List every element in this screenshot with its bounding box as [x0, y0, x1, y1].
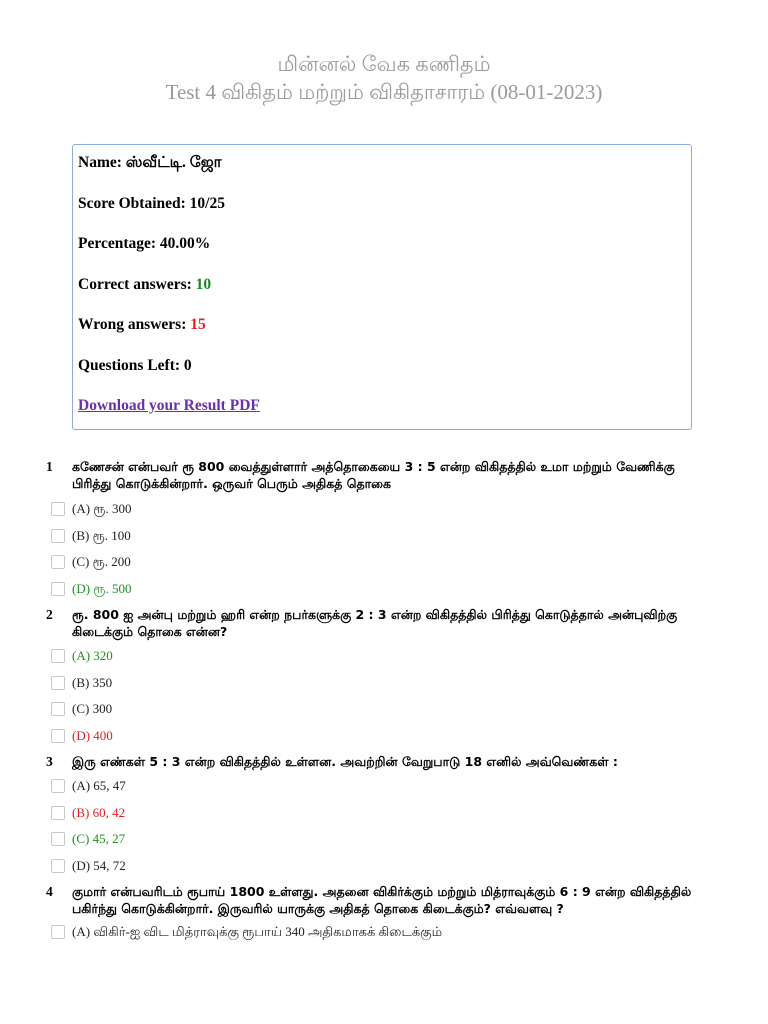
question-4	[0, 883, 768, 947]
option-item	[0, 644, 768, 671]
percentage-row	[78, 234, 686, 254]
option-label: (A) ரூ. 300	[72, 501, 132, 516]
page-header	[0, 50, 768, 106]
option-item	[0, 827, 768, 854]
option-checkbox[interactable]	[51, 502, 65, 516]
option-item	[0, 577, 768, 604]
questions-list	[0, 458, 768, 947]
option-checkbox[interactable]	[51, 925, 65, 939]
name-row	[78, 153, 686, 173]
option-checkbox[interactable]	[51, 529, 65, 543]
option-checkbox[interactable]	[51, 832, 65, 846]
option-checkbox[interactable]	[51, 779, 65, 793]
name-label: Name:	[78, 154, 122, 171]
question-number: 2	[46, 607, 53, 622]
option-checkbox[interactable]	[51, 649, 65, 663]
wrong-answers-label: Wrong answers:	[78, 316, 187, 333]
option-checkbox[interactable]	[51, 555, 65, 569]
correct-answers-label: Correct answers:	[78, 275, 192, 293]
percentage-value: 40.00%	[159, 235, 211, 252]
question-number: 1	[46, 459, 53, 474]
option-item	[0, 801, 768, 828]
option-checkbox[interactable]	[51, 582, 65, 596]
question-number: 4	[46, 884, 53, 899]
score-label: Score Obtained:	[78, 194, 186, 212]
page-subtitle: Test 4 விகிதம் மற்றும் விகிதாசாரம் (08-01-2023)	[165, 80, 603, 104]
option-item	[0, 524, 768, 551]
option-checkbox[interactable]	[51, 729, 65, 743]
option-label: (C) ரூ. 200	[72, 554, 131, 569]
correct-answers-value: 10	[195, 275, 212, 293]
option-label-wrong: (D) 400	[72, 727, 113, 743]
option-label: (B) ரூ. 100	[72, 527, 131, 543]
option-label: (C) 300	[72, 701, 113, 716]
option-item	[0, 724, 768, 751]
option-label-correct: (D) ரூ. 500	[72, 580, 132, 596]
question-number: 3	[46, 754, 53, 769]
option-label-correct: (C) 45, 27	[72, 831, 126, 846]
score-value: 10/25	[189, 194, 225, 212]
option-checkbox[interactable]	[51, 676, 65, 690]
option-label: (A) விகிர்-ஐ விட மித்ராவுக்கு ரூபாய் 340 அதிகமாகக் கிடைக்கும்	[72, 924, 443, 939]
option-label-correct: (A) 320	[72, 648, 113, 663]
option-item	[0, 920, 768, 947]
option-item	[0, 671, 768, 698]
questions-left-label: Questions Left:	[78, 356, 181, 374]
option-checkbox[interactable]	[51, 702, 65, 716]
option-item	[0, 550, 768, 577]
option-item	[0, 497, 768, 524]
wrong-answers-value: 15	[190, 316, 206, 333]
download-result-pdf-link[interactable]: Download your Result PDF	[78, 397, 260, 414]
question-text: ரூ. 800 ஐ அன்பு மற்றும் ஹரி என்ற நபர்களுக்கு 2 : 3 என்ற விகிதத்தில் பிரித்து கொடுத்தால் அன்புவிற்கு கிடைக்கும் தொகை என்ன?	[72, 607, 678, 639]
question-2	[0, 606, 768, 750]
question-text: கணேசன் என்பவர் ரூ 800 வைத்துள்ளார் அத்தொகையை 3 : 5 என்ற விகிதத்தில் உமா மற்றும் வேணிக்கு பிரித்து கொடுக்கின்றார். ஒருவர் பெரும் அதிகத் தொகை	[72, 459, 675, 491]
name-value: ஸ்வீட்டி. ஜோ	[125, 154, 222, 171]
option-label: (B) 350	[72, 674, 113, 690]
option-item	[0, 854, 768, 881]
wrong-answers-row	[78, 315, 686, 335]
option-label: (A) 65, 47	[72, 778, 126, 793]
option-item	[0, 774, 768, 801]
question-3	[0, 753, 768, 880]
percentage-label: Percentage:	[78, 235, 157, 252]
option-checkbox[interactable]	[51, 806, 65, 820]
question-1	[0, 458, 768, 603]
score-row	[78, 194, 686, 214]
questions-left-value: 0	[183, 356, 192, 374]
question-text: குமார் என்பவரிடம் ரூபாய் 1800 உள்ளது. அதனை விகிர்க்கும் மற்றும் மித்ராவுக்கும் 6 : 9 என்ற விகிதத்தில் பகிர்ந்து கொடுக்கின்றார். இருவரில் யாருக்கு அதிகத் தொகை கிடைக்கும்? எவ்வளவு ?	[72, 884, 692, 916]
option-item	[0, 697, 768, 724]
page-title: மின்னல் வேக கணிதம்	[277, 52, 491, 76]
correct-answers-row	[78, 275, 686, 295]
download-row	[78, 396, 686, 416]
option-label-wrong: (B) 60, 42	[72, 804, 126, 820]
option-checkbox[interactable]	[51, 859, 65, 873]
option-label: (D) 54, 72	[72, 857, 126, 873]
questions-left-row	[78, 356, 686, 376]
result-summary-box	[72, 144, 692, 430]
question-text: இரு எண்கள் 5 : 3 என்ற விகிதத்தில் உள்ளன. அவற்றின் வேறுபாடு 18 எனில் அவ்வெண்கள் :	[72, 754, 618, 769]
